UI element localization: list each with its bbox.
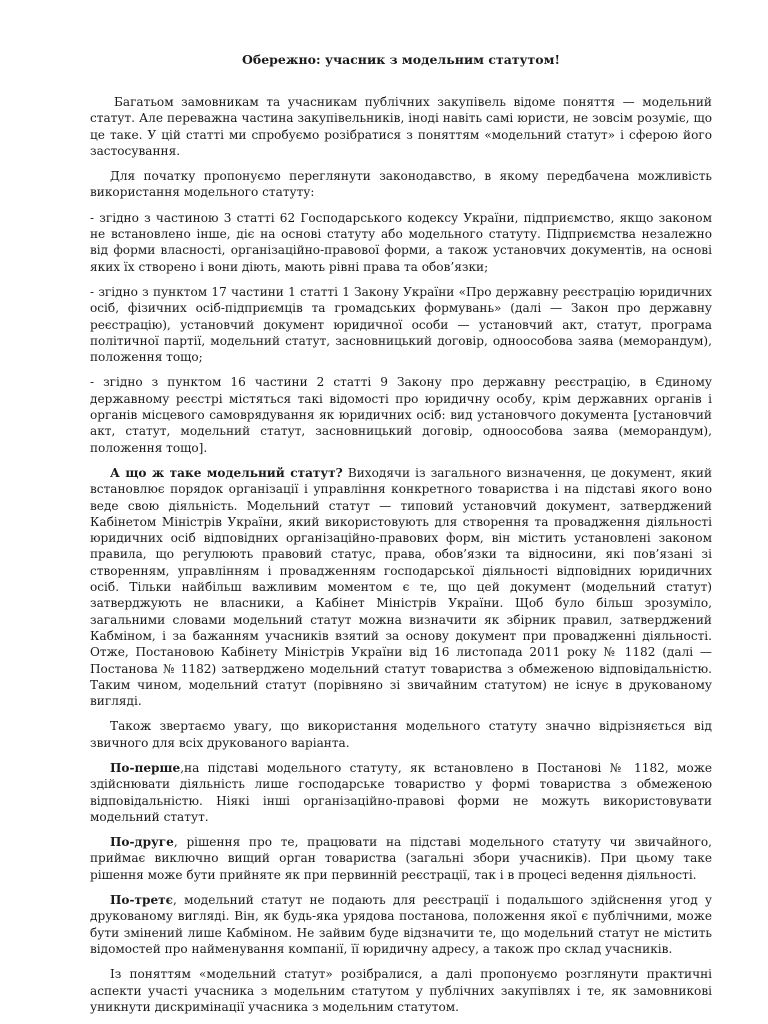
paragraph-lead: По-третє [110,893,174,908]
paragraph-second [90,834,712,883]
paragraph-text: Для початку пропонуємо переглянути законодавство, в якому передбачена можливість використання модельного статуту: [90,169,712,200]
paragraph-commercial-code [90,210,712,275]
paragraph-attention [90,718,712,751]
paragraph-intro [90,94,712,159]
paragraph-definition [90,465,712,709]
paragraph-registration-law [90,284,712,365]
paragraph-text: Багатьом замовникам та учасникам публічних закупівель відоме поняття — модельний статут. Але переважна частина закупівельників, іноді навіть самі юристи, не зовсім розуміє, що це таке. У цій статті ми спробуємо розібратися з поняттям «модельний статут» і сферою його застосування. [90,95,712,158]
paragraph-lead: По-перше [110,760,181,775]
paragraph-third [90,892,712,957]
paragraph-text: - згідно з частиною 3 статті 62 Господарського кодексу України, підприємство, якщо законом не встановлено інше, діє на основі статуту або модельного статуту. Підприємства незалежно від форми власності, організаційно-правової форми, а також установчих документів, на основі яких їх створено і вони діють, мають рівні права та обов’язки; [90,210,712,274]
paragraph-lead: По-друге [110,835,174,850]
paragraph-conclusion [90,966,712,1015]
paragraph-first [90,760,712,825]
paragraph-text: ,на підставі модельного статуту, як встановлено в Постанові № 1182, може здійснювати діяльність лише господарське товариство у формі товариства з обмеженою відповідальністю. Ніякі інші організаційно-правові форми не можуть використовувати модельний статут. [90,760,712,824]
paragraph-text: Із поняттям «модельний статут» розібралися, а далі пропонуємо розглянути практичні аспекти участі учасника з модельним статутом у публічних закупівлях і те, як замовникові уникнути дискримінації учасника з модельним статутом. [90,967,712,1014]
paragraph-text: - згідно з пунктом 16 частини 2 статті 9 Закону про державну реєстрацію, в Єдиному державному реєстрі містяться такі відомості про юридичну особу, крім державних органів і органів місцевого самоврядування як юридичних осіб: вид установчого документа [установчий акт, статут, модельний статут, засновницький договір, одноособова заява (меморандум), положення тощо]. [90,375,712,455]
paragraph-text: - згідно з пунктом 17 частини 1 статті 1 Закону України «Про державну реєстрацію юридичних осіб, фізичних осіб-підприємців та громадських формувань» (далі — Закон про державну реєстрацію), установчий документ юридичної особи — установчий акт, статут, програма політичної партії, модельний статут, засновницький договір, одноособова заява (меморандум), положення тощо; [90,284,712,365]
paragraph-text: , модельний статут не подають для реєстрації і подальшого здійснення угод у друкованому вигляді. Він, як будь-яка урядова постанова, положення якої є публічними, може бути змінений лише Кабміном. Не зайвим буде відзначити те, що модельний статут не містить відомостей про найменування компанії, її юридичну адресу, а також про склад учасників. [90,893,712,956]
paragraph-text: Також звертаємо увагу, що використання модельного статуту значно відрізняється від звичного для всіх друкованого варіанта. [90,719,712,750]
paragraph-lead: А що ж таке модельний статут? [110,465,343,480]
paragraph-text: Виходячи із загального визначення, це документ, який встановлює порядок організації і управління конкретного товариства і на підставі якого воно веде свою діяльність. Модельний статут — типовий установчий документ, затверджений Кабінетом Міністрів України, який використовують для створення та провадження діяльності юридичних осіб відповідних організаційно-правових форм, він містить установлені законом правила, що регулюють правовий статус, права, обов’язки та відносини, які пов’язані зі створенням, управлінням і провадженням господарської діяльності відповідних юридичних осіб. Тільки найбільш важливим моментом є те, що цей документ (модельний статут) затверджують не власники, а Кабінет Міністрів України. Щоб було більш зрозуміло, загальними словами модельний статут можна визначити як збірник правил, затверджений Кабміном, і за бажанням учасників взятий за основу документ при провадженні діяльності. Отже, Постановою Кабінету Міністрів України від 16 листопада 2011 року № 1182 (далі — Постанова № 1182) затверджено модельний статут товариства з обмеженою відповідальністю. Таким чином, модельний статут (порівняно зі звичайним статутом) не існує в друкованому вигляді. [90,465,712,709]
paragraph-text: , рішення про те, працювати на підставі модельного статуту чи звичайного, приймає виключно вищий орган товариства (загальні збори учасників). При цьому таке рішення може бути прийняте як при первинній реєстрації, так і в процесі ведення діяльності. [90,835,712,882]
paragraph-legislation-intro [90,168,712,201]
document-title: Обережно: учасник з модельним статутом! [242,52,560,67]
paragraph-state-register [90,374,712,455]
